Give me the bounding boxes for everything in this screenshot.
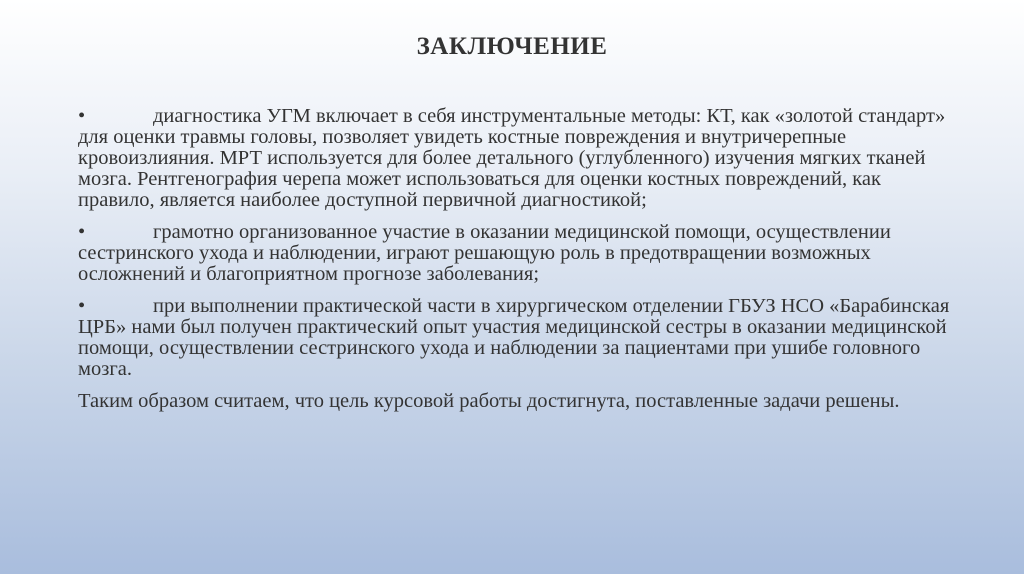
bullet-icon: •	[78, 295, 86, 317]
bullet-icon: •	[78, 105, 86, 127]
bullet-icon: •	[78, 221, 86, 243]
slide-content	[78, 106, 958, 412]
conclusion-text: Таким образом считаем, что цель курсовой работы достигнута, поставленные задачи решены.	[78, 390, 900, 412]
bullet-text: диагностика УГМ включает в себя инструментальные методы: КТ, как «золотой стандарт» для оценки травмы головы, позволяет увидеть костные повреждения и внутричерепные кровоизлияния. МРТ используется для более детального (углубленного) изучения мягких тканей мозга. Рентгенография черепа может использоваться для оценки костных повреждений, как правило, является наиболее доступной первичной диагностикой;	[78, 105, 946, 211]
bullet-item-1	[78, 106, 958, 211]
bullet-item-3	[78, 296, 958, 380]
bullet-text: при выполнении практической части в хирургическом отделении ГБУЗ НСО «Барабинская ЦРБ» нами был получен практический опыт участия медицинской сестры в оказании медицинской помощи, осуществлении сестринского ухода и наблюдении за пациентами при ушибе головного мозга.	[78, 295, 950, 380]
slide-title: ЗАКЛЮЧЕНИЕ	[416, 33, 608, 60]
bullet-item-2	[78, 222, 958, 285]
bullet-text: грамотно организованное участие в оказании медицинской помощи, осуществлении сестринского ухода и наблюдении, играют решающую роль в предотвращении возможных осложнений и благоприятном прогнозе заболевания;	[78, 221, 891, 285]
